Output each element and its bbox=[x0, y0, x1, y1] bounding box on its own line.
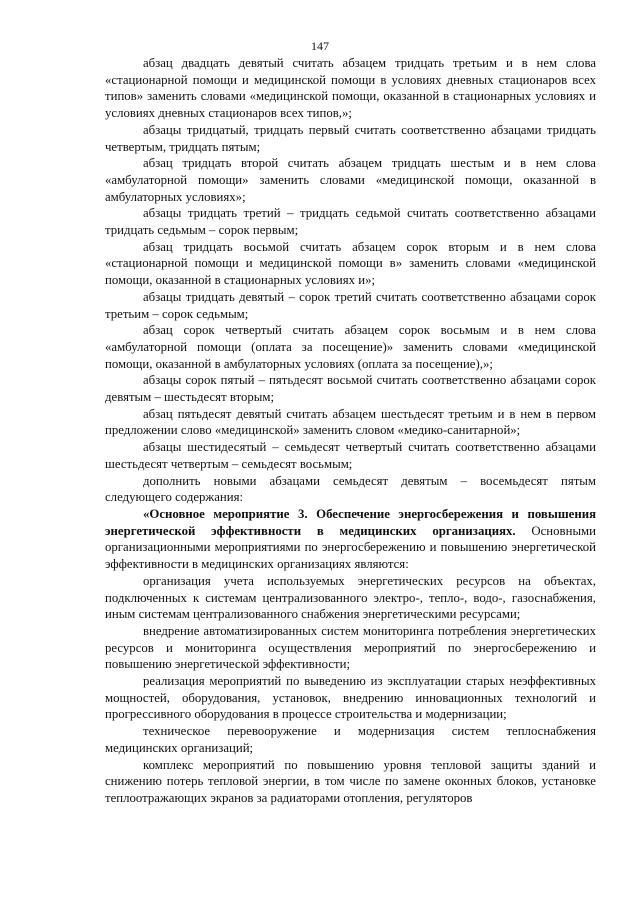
paragraph bbox=[105, 155, 596, 205]
paragraph-text: комплекс мероприятий по повышению уровня тепловой защиты зданий и снижению потерь тепловой энергии, в том числе по замене оконных блоков, установке теплоотражающих экранов за радиаторами отопления, регуляторов bbox=[105, 757, 596, 805]
paragraph-text: Основными организационными мероприятиями по энергосбережению и повышению энергетической эффективности в медицинских организациях являются: bbox=[105, 523, 596, 572]
paragraph-text: организация учета используемых энергетических ресурсов на объектах, подключенных к системам централизованного электро-, тепло-, водо-, газоснабжения, иным системам централизованного снабжения энергетическими ресурсами; bbox=[105, 573, 596, 622]
paragraph bbox=[105, 239, 596, 289]
paragraph bbox=[105, 723, 596, 756]
section-heading: «Основное мероприятие 3. Обеспечение энергосбережения и повышения энергетической эффективности в медицинских организациях. bbox=[105, 506, 596, 538]
paragraph bbox=[105, 439, 596, 472]
paragraph-text: внедрение автоматизированных систем мониторинга потребления энергетических ресурсов и мониторинга осуществления мероприятий по энергосбережению и повышению энергетической эффективности; bbox=[105, 623, 596, 672]
paragraph-text: абзацы тридцать девятый – сорок третий считать соответственно абзацами сорок третьим – сорок седьмым; bbox=[105, 289, 596, 321]
paragraph bbox=[105, 473, 596, 506]
paragraph bbox=[105, 205, 596, 238]
paragraph-text: реализация мероприятий по выведению из эксплуатации старых неэффективных мощностей, оборудования, установок, внедрению инновационных технологий и прогрессивного оборудования в процессе строительства и модернизации; bbox=[105, 674, 596, 722]
paragraph-text: абзац пятьдесят девятый считать абзацем шестьдесят третьим и в нем в первом предложении слово «медицинской» заменить словом «медико-санитарной»; bbox=[105, 406, 596, 438]
paragraph bbox=[105, 122, 596, 155]
paragraph bbox=[105, 289, 596, 322]
paragraph-text: абзац тридцать восьмой считать абзацем сорок вторым и в нем слова «стационарной помощи и медицинской помощи в» заменить словами «медицинской помощи, оказанной в стационарных условиях и»; bbox=[105, 239, 596, 288]
paragraph bbox=[105, 506, 596, 573]
paragraph-text: абзацы тридцатый, тридцать первый считать соответственно абзацами тридцать четвертым, тридцать пятым; bbox=[105, 122, 596, 154]
document-body bbox=[105, 55, 596, 807]
paragraph-text: абзацы шестидесятый – семьдесят четвертый считать соответственно абзацами шестьдесят четвертым – семьдесят восьмым; bbox=[105, 440, 596, 471]
paragraph bbox=[105, 372, 596, 405]
paragraph bbox=[105, 55, 596, 122]
paragraph-text: дополнить новыми абзацами семьдесят девятым – восемьдесят пятым следующего содержания: bbox=[105, 473, 596, 505]
paragraph bbox=[105, 322, 596, 372]
paragraph bbox=[105, 757, 596, 807]
page-number: 147 bbox=[311, 39, 329, 53]
paragraph-text: абзацы сорок пятый – пятьдесят восьмой считать соответственно абзацами сорок девятым – шестьдесят вторым; bbox=[105, 373, 596, 405]
paragraph-text: абзац сорок четвертый считать абзацем сорок восьмым и в нем слова «амбулаторной помощи (оплата за посещение)» заменить словами «медицинской помощи, оказанной в амбулаторных условиях (оплата за посещение),»; bbox=[105, 323, 596, 371]
paragraph-text: абзац двадцать девятый считать абзацем тридцать третьим и в нем слова «стационарной помощи и медицинской помощи в условиях дневных стационаров всех типов» заменить словами «медицинской помощи, оказанной в стационарных условиях и условиях дневных стационаров всех типов,»; bbox=[105, 56, 596, 121]
paragraph-text: абзацы тридцать третий – тридцать седьмой считать соответственно абзацами тридцать седьмым – сорок первым; bbox=[105, 206, 596, 238]
paragraph-text: техническое перевооружение и модернизация систем теплоснабжения медицинских организаций; bbox=[105, 724, 596, 755]
paragraph-text: абзац тридцать второй считать абзацем тридцать шестым и в нем слова «амбулаторной помощи» заменить словами «медицинской помощи, оказанной в амбулаторных условиях»; bbox=[105, 156, 596, 204]
paragraph bbox=[105, 673, 596, 723]
paragraph bbox=[105, 573, 596, 623]
paragraph bbox=[105, 623, 596, 673]
paragraph bbox=[105, 406, 596, 439]
